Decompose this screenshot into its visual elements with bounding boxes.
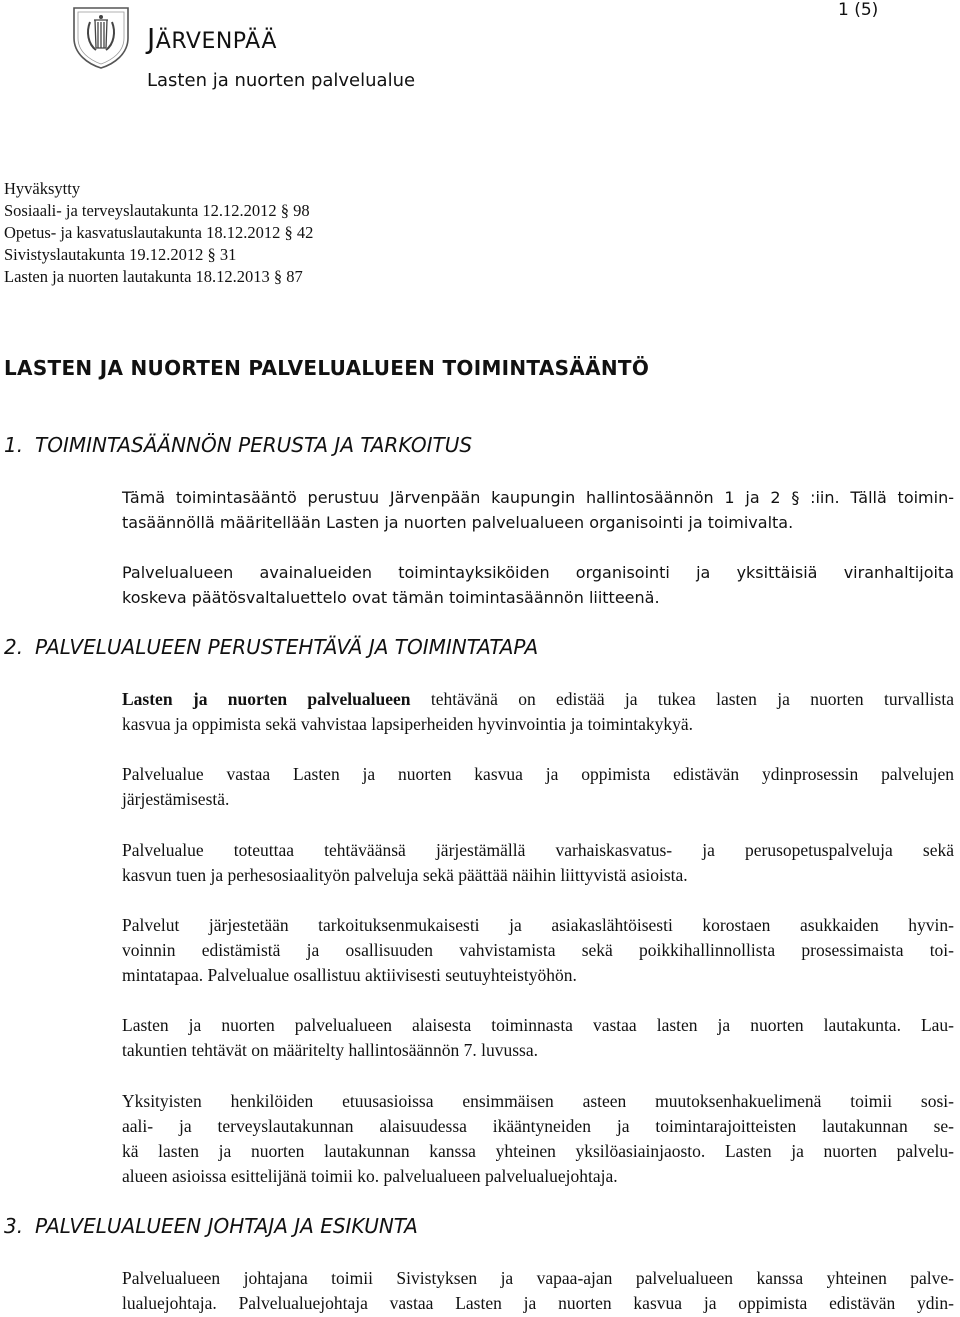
page-number: 1 (5)	[838, 0, 879, 20]
paragraph: Palvelualue toteuttaa tehtäväänsä järjestämällä varhaiskasvatus- ja perusopetuspalveluja sekä kasvun tuen ja perhesosiaalityön palveluja sekä päättää näihin liittyvistä asioista.	[122, 840, 954, 885]
paragraph: Palvelut järjestetään tarkoituksenmukaisesti ja asiakaslähtöisesti korostaen asukkaiden hyvin- voinnin edistämistä ja osallisuuden vahvistamista sekä poikkihallinnollista prosessimaista toi- mintatapaa. Palvelualue osallistuu aktiivisesti seutuyhteistyöhön.	[122, 915, 954, 985]
approval-label: Hyväksytty	[4, 179, 81, 198]
paragraph: Lasten ja nuorten palvelualueen tehtävänä on edistää ja tukea lasten ja nuorten turvallista kasvua ja oppimista sekä vahvistaa lapsiperheiden hyvinvointia ja toimintakykyä.	[122, 689, 954, 734]
section-heading: 2. PALVELUALUEEN PERUSTEHTÄVÄ JA TOIMINTATAPA	[4, 635, 539, 659]
paragraph: Palvelualue vastaa Lasten ja nuorten kasvua ja oppimista edistävän ydinprosessin palvelujen järjestämisestä.	[122, 764, 954, 809]
org-name-initial: J	[147, 22, 156, 55]
approval-row: Lasten ja nuorten lautakunta 18.12.2013 § 87	[4, 267, 303, 286]
approval-row: Opetus- ja kasvatuslautakunta 18.12.2012 § 42	[4, 223, 314, 242]
paragraph: Tämä toimintasääntö perustuu Järvenpään kaupungin hallintosäännön 1 ja 2 § :iin. Tällä toimin- tasäännöllä määritellään Lasten ja nuorten palvelualueen organisointi ja toimivalta.	[122, 488, 954, 532]
approval-row: Sivistyslautakunta 19.12.2012 § 31	[4, 245, 237, 264]
paragraph: Lasten ja nuorten palvelualueen alaisesta toiminnasta vastaa lasten ja nuorten lautakunta. Lau- takuntien tehtävät on määritelty hallintosäännön 7. luvussa.	[122, 1015, 954, 1060]
document-title: LASTEN JA NUORTEN PALVELUALUEEN TOIMINTASÄÄNTÖ	[4, 356, 650, 380]
paragraph: Palvelualueen johtajana toimii Sivistyksen ja vapaa-ajan palvelualueen kanssa yhteinen palve- lualuejohtaja. Palvelualuejohtaja vastaa Lasten ja nuorten kasvua ja oppimista edistävän ydin-	[122, 1268, 954, 1313]
lead-bold-text: Lasten ja nuorten palvelualueen	[122, 689, 411, 709]
approval-row: Sosiaali- ja terveyslautakunta 12.12.2012 § 98	[4, 201, 310, 220]
paragraph: Yksityisten henkilöiden etuusasioissa ensimmäisen asteen muutoksenhakuelimenä toimii sosi- aali- ja terveyslautakunnan alaisuudessa ikääntyneiden ja toimintarajoitteisten lautakunnan se- kä lasten ja nuorten lautakunnan kanssa yhteinen yksilöasiainjaosto. Lasten ja nuorten palvelu- alueen asioissa esittelijänä toimii ko. palvelualueen palvelualuejohtaja.	[122, 1091, 954, 1186]
org-name-rest: ÄRVENPÄÄ	[155, 29, 277, 54]
organization-name	[147, 22, 277, 55]
section-heading: 1. TOIMINTASÄÄNNÖN PERUSTA JA TARKOITUS	[4, 433, 473, 457]
approval-block	[4, 178, 313, 288]
coat-of-arms-icon	[68, 4, 134, 70]
paragraph: Palvelualueen avainalueiden toimintayksiköiden organisointi ja yksittäisiä viranhaltijoita koskeva päätösvaltaluettelo ovat tämän toimintasäännön liitteenä.	[122, 563, 954, 607]
section-heading: 3. PALVELUALUEEN JOHTAJA JA ESIKUNTA	[4, 1214, 418, 1238]
department-name: Lasten ja nuorten palvelualue	[147, 70, 416, 91]
